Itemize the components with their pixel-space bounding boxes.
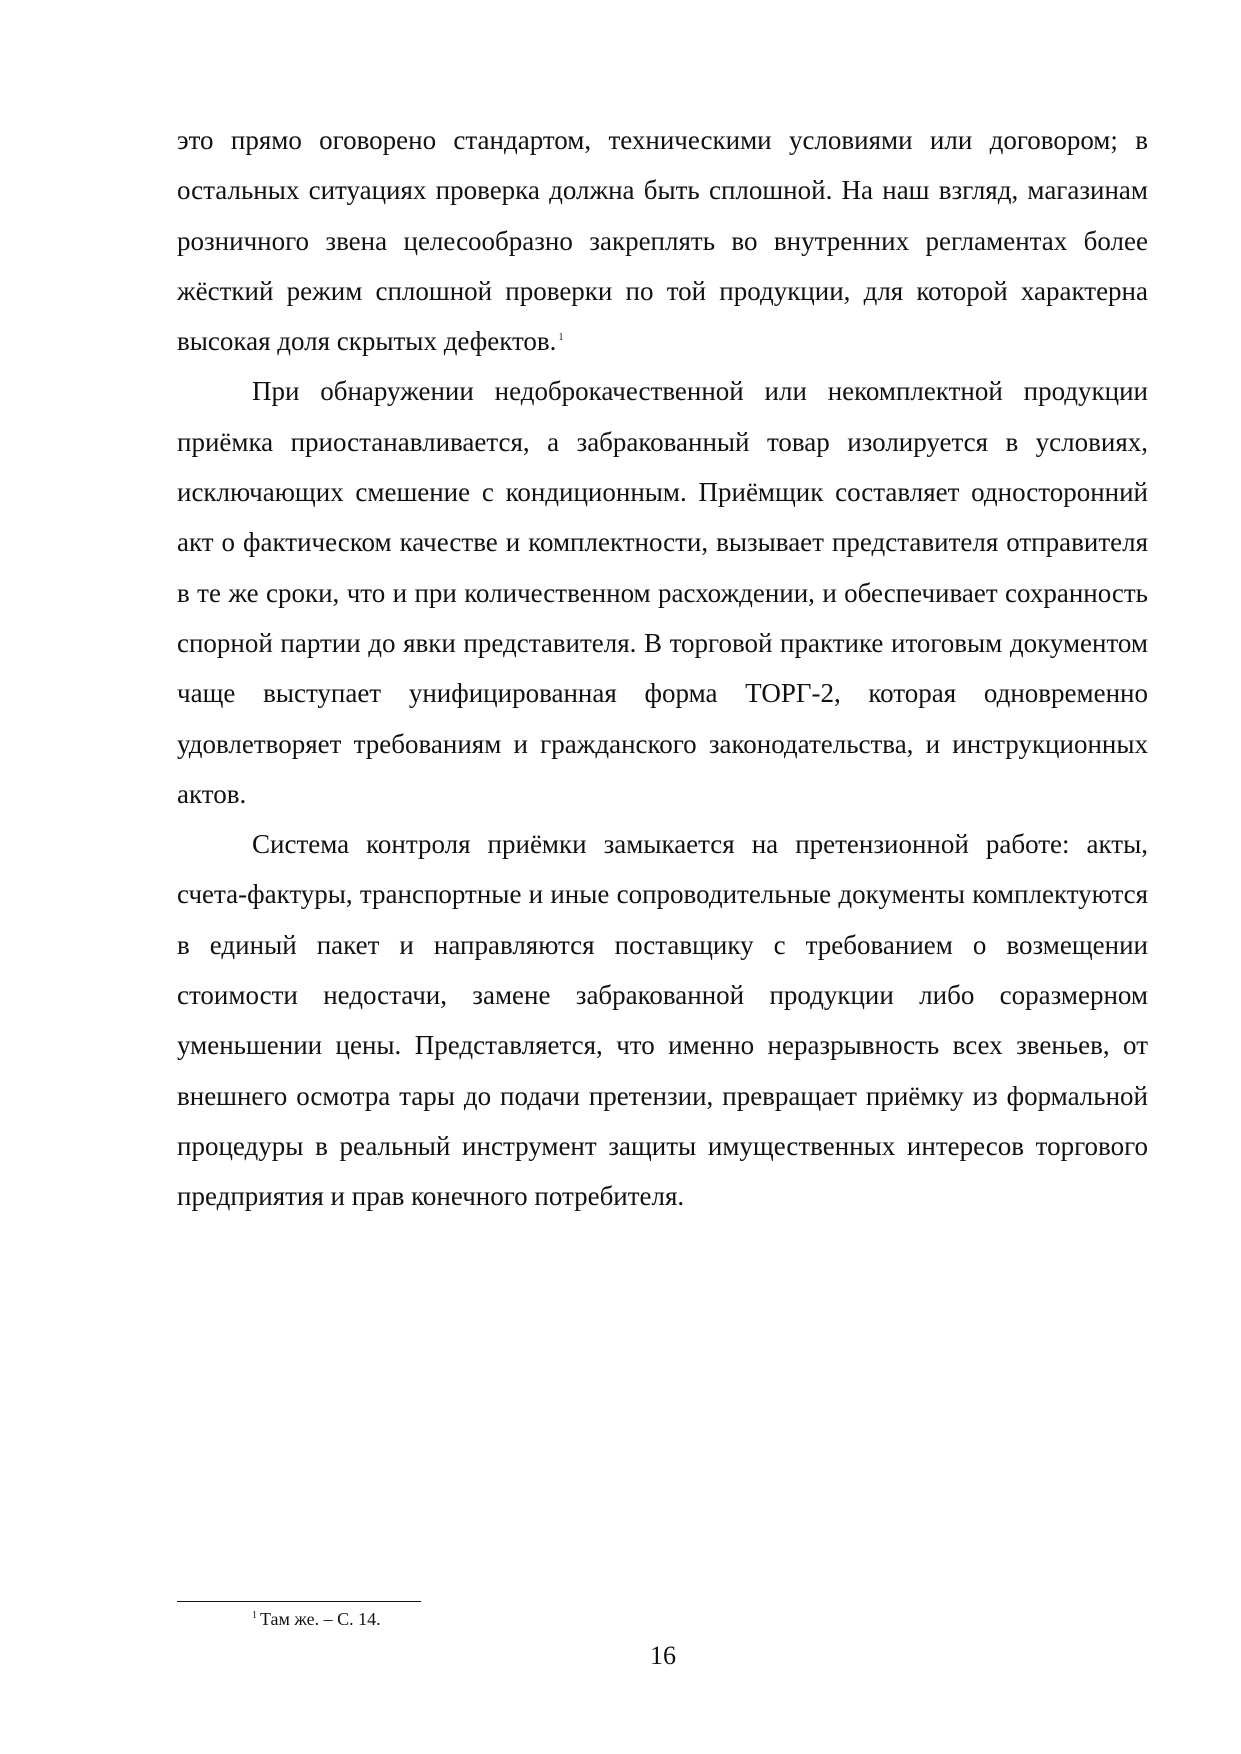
body-text bbox=[177, 115, 1148, 1222]
paragraph-2: При обнаружении недоброкачественной или некомплектной продукции приёмка приостанавливается, а забракованный товар изолируется в условиях, исключающих смешение с кондиционным. Приёмщик составляет односторонний акт о фактическом качестве и комплектности, вызывает представителя отправителя в те же сроки, что и при количественном расхождении, и обеспечивает сохранность спорной партии до явки представителя. В торговой практике итоговым документом чаще выступает унифицированная форма ТОРГ-2, которая одновременно удовлетворяет требованиям и гражданского законодательства, и инструкционных актов. bbox=[177, 376, 1148, 809]
footnote-mark: 1 bbox=[252, 1610, 257, 1621]
paragraph-1-text: это прямо оговорено стандартом, техническими условиями или договором; в остальных ситуациях проверка должна быть сплошной. На наш взгляд, магазинам розничного звена целесообразно закреплять во внутренних регламентах более жёсткий режим сплошной проверки по той продукции, для которой характерна высокая доля скрытых дефектов. bbox=[177, 125, 1148, 357]
footnote-reference: 1 bbox=[558, 332, 564, 344]
paragraph-1 bbox=[177, 115, 1148, 366]
footnote-text: Там же. – С. 14. bbox=[260, 1609, 381, 1629]
footnote bbox=[252, 1607, 381, 1631]
page-number: 16 bbox=[650, 1641, 676, 1670]
footnote-separator bbox=[177, 1601, 421, 1602]
paragraph-3: Система контроля приёмки замыкается на претензионной работе: акты, счета-фактуры, транспортные и иные сопроводительные документы комплектуются в единый пакет и направляются поставщику с требованием о возмещении стоимости недостачи, замене забракованной продукции либо соразмерном уменьшении цены. Представляется, что именно неразрывность всех звеньев, от внешнего осмотра тары до подачи претензии, превращает приёмку из формальной процедуры в реальный инструмент защиты имущественных интересов торгового предприятия и прав конечного потребителя. bbox=[177, 829, 1148, 1212]
